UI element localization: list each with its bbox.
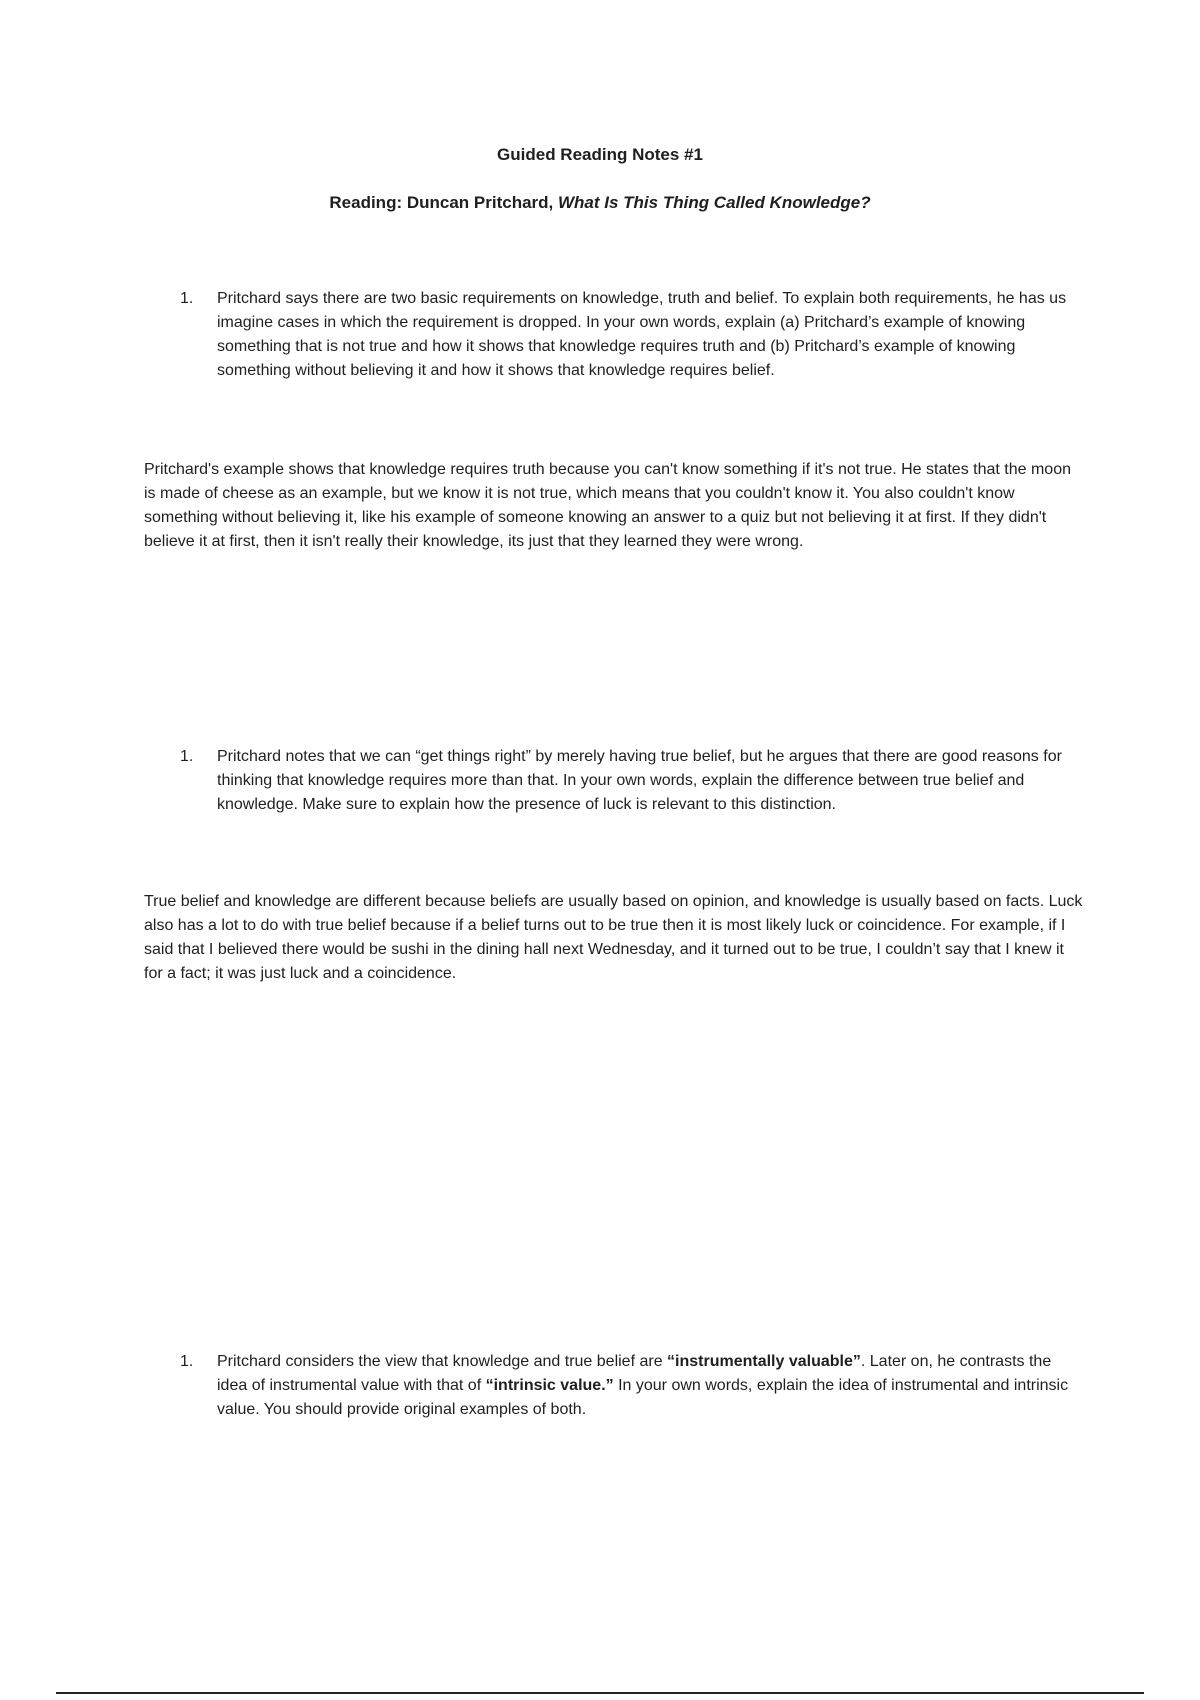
question-1 — [180, 287, 1085, 383]
question-text-part: . Later on, he contrasts the idea of instrumental value with that of — [217, 1353, 1052, 1394]
question-number: 1. — [180, 290, 194, 307]
question-text-part: In your own words, explain the idea of instrumental and intrinsic value. You should provide original examples of both. — [217, 1377, 1069, 1418]
answer-1: Pritchard's example shows that knowledge requires truth because you can't know something if it's not true. He states that the moon is made of cheese as an example, but we know it is not true, which means that you couldn't know it. You also couldn't know something without believing it, like his example of someone knowing an answer to a quiz but not believing it at first. If they didn't believe it at first, then it isn't really their knowledge, its just that they learned they were wrong. — [144, 461, 1071, 550]
reading-book-title: What Is This Thing Called Knowledge? — [557, 193, 871, 212]
question-3 — [180, 1350, 1085, 1422]
question-text — [217, 1350, 1085, 1422]
question-number: 1. — [180, 748, 194, 765]
reading-citation — [0, 192, 1200, 214]
page-bottom-rule — [56, 1692, 1144, 1694]
question-text-part: Pritchard considers the view that knowledge and true belief are — [217, 1353, 668, 1370]
bold-term-intrinsic: “intrinsic value.” — [485, 1377, 614, 1394]
question-text: Pritchard says there are two basic requirements on knowledge, truth and belief. To explain both requirements, he has us imagine cases in which the requirement is dropped. In your own words, explain (a) Pritchard’s example of knowing something that is not true and how it shows that knowledge requires truth and (b) Pritchard’s example of knowing something without believing it and how it shows that knowledge requires belief. — [217, 290, 1067, 379]
reading-prefix: Reading: Duncan Pritchard, — [329, 193, 558, 212]
answer-2: True belief and knowledge are different because beliefs are usually based on opinion, and knowledge is usually based on facts. Luck also has a lot to do with true belief because if a belief turns out to be true then it is most likely luck or coincidence. For example, if I said that I believed there would be sushi in the dining hall next Wednesday, and it turned out to be true, I couldn’t say that I knew it for a fact; it was just luck and a coincidence. — [144, 893, 1083, 982]
question-2 — [180, 745, 1085, 817]
document-title: Guided Reading Notes #1 — [497, 145, 703, 164]
question-number: 1. — [180, 1353, 194, 1370]
question-text: Pritchard notes that we can “get things right” by merely having true belief, but he argues that there are good reasons for thinking that knowledge requires more than that. In your own words, explain the difference between true belief and knowledge. Make sure to explain how the presence of luck is relevant to this distinction. — [217, 748, 1062, 813]
bold-term-instrumental: “instrumentally valuable” — [667, 1353, 861, 1370]
